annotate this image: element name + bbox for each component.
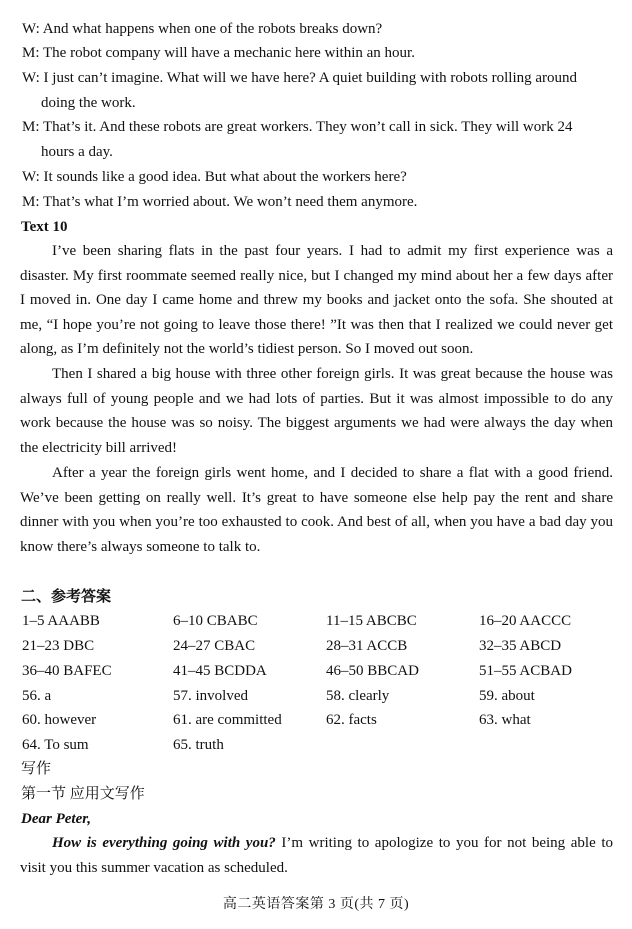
answer-cell: 32–35 ABCD — [479, 638, 562, 654]
dialogue-line-4-cont: hours a day. — [41, 144, 113, 160]
answer-cell: 46–50 BBCAD — [326, 663, 419, 679]
text10-paragraph-3: After a year the foreign girls went home, and I decided to share a flat with a good friend. We’ve been getting on really well. It’s great to have someone else help pay the rent and share dinner with you when you’re too exhausted to cook. And best of all, when you have a bad day you know there’s always someone to talk to. — [20, 465, 613, 555]
writing-section-title: 第一节 应用文写作 — [21, 786, 145, 802]
answer-cell: 62. facts — [326, 712, 377, 728]
text10-paragraph-1: I’ve been sharing flats in the past four years. I had to admit my first experience was a disaster. My first roommate seemed really nice, but I changed my mind about her a few days after I moved in. One day I came home and threw my books and jacket onto the sofa. She shouted at me, “I hope you’re not going to leave those there! ”It was then that I realized we could never get along, as I’m definitely not the world’s tidiest person. So I moved out soon. — [20, 243, 613, 357]
answer-cell: 41–45 BCDDA — [173, 663, 267, 679]
text10-heading: Text 10 — [21, 219, 68, 235]
answer-cell: 1–5 AAABB — [22, 613, 100, 629]
answer-cell: 21–23 DBC — [22, 638, 95, 654]
text10-paragraph-2: Then I shared a big house with three other foreign girls. It was great because the house was always full of young people and we had lots of parties. But it was almost impossible to do any work because the house was so noisy. The biggest arguments we had were always the day when the electricity bill arrived! — [20, 366, 613, 456]
answer-cell: 60. however — [22, 712, 97, 728]
answer-cell: 58. clearly — [326, 688, 390, 704]
dialogue-line-2: M: The robot company will have a mechanic here within an hour. — [22, 45, 415, 61]
answer-cell: 16–20 AACCC — [479, 613, 572, 629]
page-footer: 高二英语答案第 3 页(共 7 页) — [222, 897, 410, 912]
answer-cell: 56. a — [22, 688, 52, 704]
dialogue-line-5: W: It sounds like a good idea. But what about the workers here? — [22, 169, 407, 185]
answer-cell: 11–15 ABCBC — [326, 613, 417, 629]
answer-cell: 57. involved — [173, 688, 248, 704]
answer-cell: 59. about — [479, 688, 535, 704]
answer-cell: 24–27 CBAC — [173, 638, 256, 654]
answer-cell: 6–10 CBABC — [173, 613, 258, 629]
letter-opening-paragraph: How is everything going with you? I’m writing to apologize to you for not being able to visit you this summer vacation as scheduled. — [20, 835, 614, 876]
dialogue-line-4: M: That’s it. And these robots are great workers. They won’t call in sick. They will work 24 — [22, 119, 573, 135]
answer-cell: 28–31 ACCB — [326, 638, 408, 654]
answer-cell: 61. are committed — [173, 712, 282, 728]
answer-cell: 51–55 ACBAD — [479, 663, 572, 679]
answer-cell: 65. truth — [173, 737, 224, 753]
writing-heading: 写作 — [21, 761, 52, 777]
letter-salutation: Dear Peter, — [21, 811, 91, 827]
answer-cell: 36–40 BAFEC — [22, 663, 112, 679]
answers-heading: 二、参考答案 — [21, 589, 112, 605]
dialogue-line-6: M: That’s what I’m worried about. We won’t need them anymore. — [22, 194, 418, 210]
dialogue-line-3-cont: doing the work. — [41, 95, 136, 111]
answer-cell: 64. To sum — [22, 737, 89, 753]
dialogue-line-3: W: I just can’t imagine. What will we have here? A quiet building with robots rolling around — [22, 70, 578, 86]
answer-cell: 63. what — [479, 712, 531, 728]
dialogue-line-1: W: And what happens when one of the robots breaks down? — [22, 21, 383, 37]
